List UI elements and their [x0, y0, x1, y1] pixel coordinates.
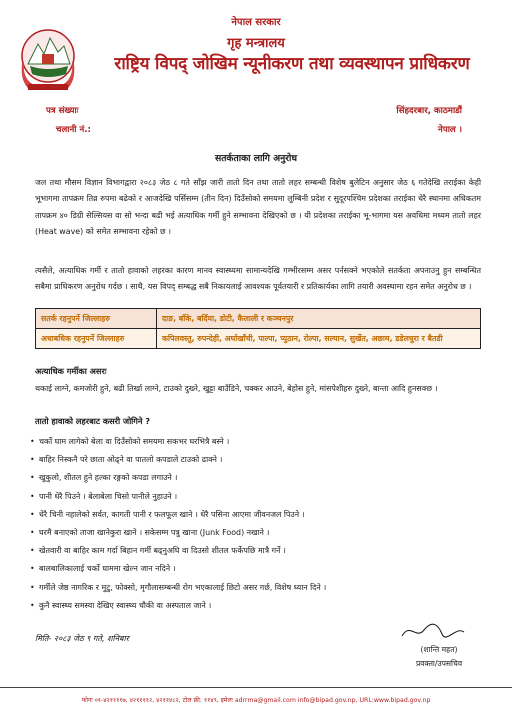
bullet-icon: • — [30, 546, 35, 556]
tip-text: धेरै चिनी नहालेको सर्वत, कागती पानी र फलफूल खाने । धेरै पसिना आएमा जीवनजल पिउने । — [39, 509, 305, 519]
tip-text: कुनै स्वास्थ्य समस्या देखिए स्वास्थ्य चौकी वा अस्पताल जाने । — [39, 600, 212, 610]
tip-text: घरमै बनाएको ताजा खानेकुरा खाने । सकेसम्म पत्रु खाना (Junk Food) नखाने । — [39, 528, 270, 538]
organization-name: राष्ट्रिय विपद् जोखिम न्यूनीकरण तथा व्यवस्थापन प्राधिकरण — [114, 54, 470, 74]
footer-divider — [0, 687, 512, 688]
table-cell-value: दाङ, बाँके, बर्दिया, डोटी, कैलाली र कञ्चनपुर — [157, 309, 481, 329]
protection-heading: तातो हावाको लहरबाट कसरी जोगिने ? — [35, 416, 151, 426]
table-row — [36, 309, 481, 329]
table-cell-label: सतर्क रहनुपर्ने जिल्लाहरु — [36, 309, 157, 329]
table-cell-value: कपिलवस्तु, रुपन्देही, अर्घाखाँची, पाल्पा, प्युठान, रोल्पा, सल्यान, सुर्खेत, अछाम, डडेलधुरा र बैतडी — [157, 329, 481, 349]
tip-text: बाहिर निस्कनै परे छाता ओढ्ने वा पातलो कपडाले टाउको ढाक्ने । — [39, 455, 223, 465]
signatory-title: प्रवक्ता/उपसचिव — [415, 659, 463, 668]
list-item — [30, 560, 490, 578]
paragraph-request: त्यसैले, अत्याधिक गर्मी र तातो हावाको लहरका कारण मानव स्वास्थ्यमा सामान्यदेखि गम्भीरसम्म असर पर्नसक्ने भएकोले सतर्कता अपनाउनु हुन सम्बन्धित सबैमा प्राधिकरण अनुरोध गर्दछ । साथै, यस विपद् सम्बद्ध सबै निकायलाई आवश्यक पूर्वतयारी र प्रतिकार्यका लागि तयारी अवस्थामा रहन समेत अनुरोध छ । — [35, 266, 481, 292]
letter-reference-block — [46, 102, 91, 140]
country-line: नेपाल । — [438, 125, 462, 135]
list-item — [30, 488, 490, 506]
government-name: नेपाल सरकार — [231, 17, 281, 28]
effects-heading: अत्याधिक गर्मीका असरः — [35, 366, 107, 376]
district-table — [35, 308, 481, 349]
tip-text: बालबालिकालाई चर्को घाममा खेल्न जान नदिने । — [39, 564, 176, 574]
dispatch-number-label: चलानी नं.: — [56, 125, 91, 135]
bullet-icon: • — [30, 509, 35, 519]
list-item — [30, 469, 490, 487]
tip-text: खुकुलो, शीतल हुने हल्का रङ्गको कपडा लगाउने । — [39, 473, 178, 483]
letter-subject: सतर्कताका लागि अनुरोध — [214, 153, 298, 164]
footer-contact: फोनः ०१-४२११११७, ४२११११२, ४२११४८२, टोल फ्री: ११४९, इमेलः adrrma@gmail.com info@bipad.gov.np, URL:www.bipad.gov.np — [81, 697, 431, 704]
bullet-icon: • — [30, 455, 35, 465]
list-item — [30, 542, 490, 560]
bullet-icon: • — [30, 528, 35, 538]
list-item — [30, 433, 490, 451]
signatory-name: (शान्ति महत) — [420, 645, 458, 654]
tip-text: खेतवारी वा बाहिर काम गर्दा बिहान गर्मी बढ्नुअघि वा दिउसो शीतल फर्केपछि मात्रै गर्ने । — [39, 546, 286, 556]
list-item — [30, 597, 490, 615]
bullet-icon: • — [30, 437, 35, 446]
tip-text: गर्मीले जेष्ठ नागरिक र मुटु, फोक्सो, मृगौलासम्बन्धी रोग भएकालाई छिटो असर गर्छ, विशेष ध्यान दिने । — [39, 582, 327, 592]
list-item — [30, 451, 490, 469]
protection-tips-list — [30, 433, 490, 615]
list-item — [30, 506, 490, 524]
paragraph-bulletin: जल तथा मौसम विज्ञान विभागद्वारा २०८३ जेठ ८ गते साँझ जारी तातो दिन तथा तातो लहर सम्बन्धी विशेष बुलेटिन अनुसार जेठ ६ गतेदेखि तराईका केही भूभागमा तापक्रम तिव्र रुपमा बढेको र आजदेखि पर्सिसम्म (तीन दिन) दिउँसोको समयमा लुम्बिनी प्रदेश र सुदूरपश्चिम प्रदेशका तराईका धेरै स्थानमा अधिकतम तापक्रम ४० डिग्री सेल्सियस वा सो भन्दा बढी भई अत्याधिक गर्मी हुने सम्भावना देखिएको छ । यी प्रदेशका तराईका भू-भागमा यस अवधिमा मध्यम तातो लहर (Heat wave) को समेत सम्भावना रहेको छ । — [35, 178, 481, 236]
ministry-name: गृह मन्त्रालय — [227, 36, 285, 51]
bullet-icon: • — [30, 473, 35, 483]
address-line: सिंहदरबार, काठमाडौं — [396, 106, 462, 116]
bullet-icon: • — [30, 564, 35, 574]
bullet-icon: • — [30, 582, 35, 592]
address-block — [396, 102, 462, 140]
letter-date: मिति- २०८३ जेठ ९ गते, शनिबार — [35, 634, 129, 643]
tip-text: पानी धेरै पिउने । बेलाबेला चिसो पानीले नुहाउने । — [39, 491, 178, 501]
tip-text: चर्को घाम लागेको बेला वा दिउँसोको समयमा सकभर घरभित्रै बस्ने । — [39, 437, 230, 446]
bullet-icon: • — [30, 600, 35, 610]
signature-image — [398, 620, 468, 642]
list-item — [30, 524, 490, 542]
bullet-icon: • — [30, 491, 35, 501]
effects-text: थकाई लाग्ने, कमजोरी हुने, बढी तिर्खा लाग्ने, टाउको दुख्ने, खुट्टा बाउँडिने, चक्कर आउने, बेहोस हुने, मांसपेशीहरु दुख्ने, बान्ता आदि हुनसक्छ । — [35, 384, 438, 393]
table-cell-label: अधाबधिक रहनुपर्ने जिल्लाहरु — [36, 329, 157, 349]
list-item — [30, 579, 490, 597]
table-row — [36, 329, 481, 349]
letter-number-label: पत्र संख्याः — [46, 106, 79, 116]
